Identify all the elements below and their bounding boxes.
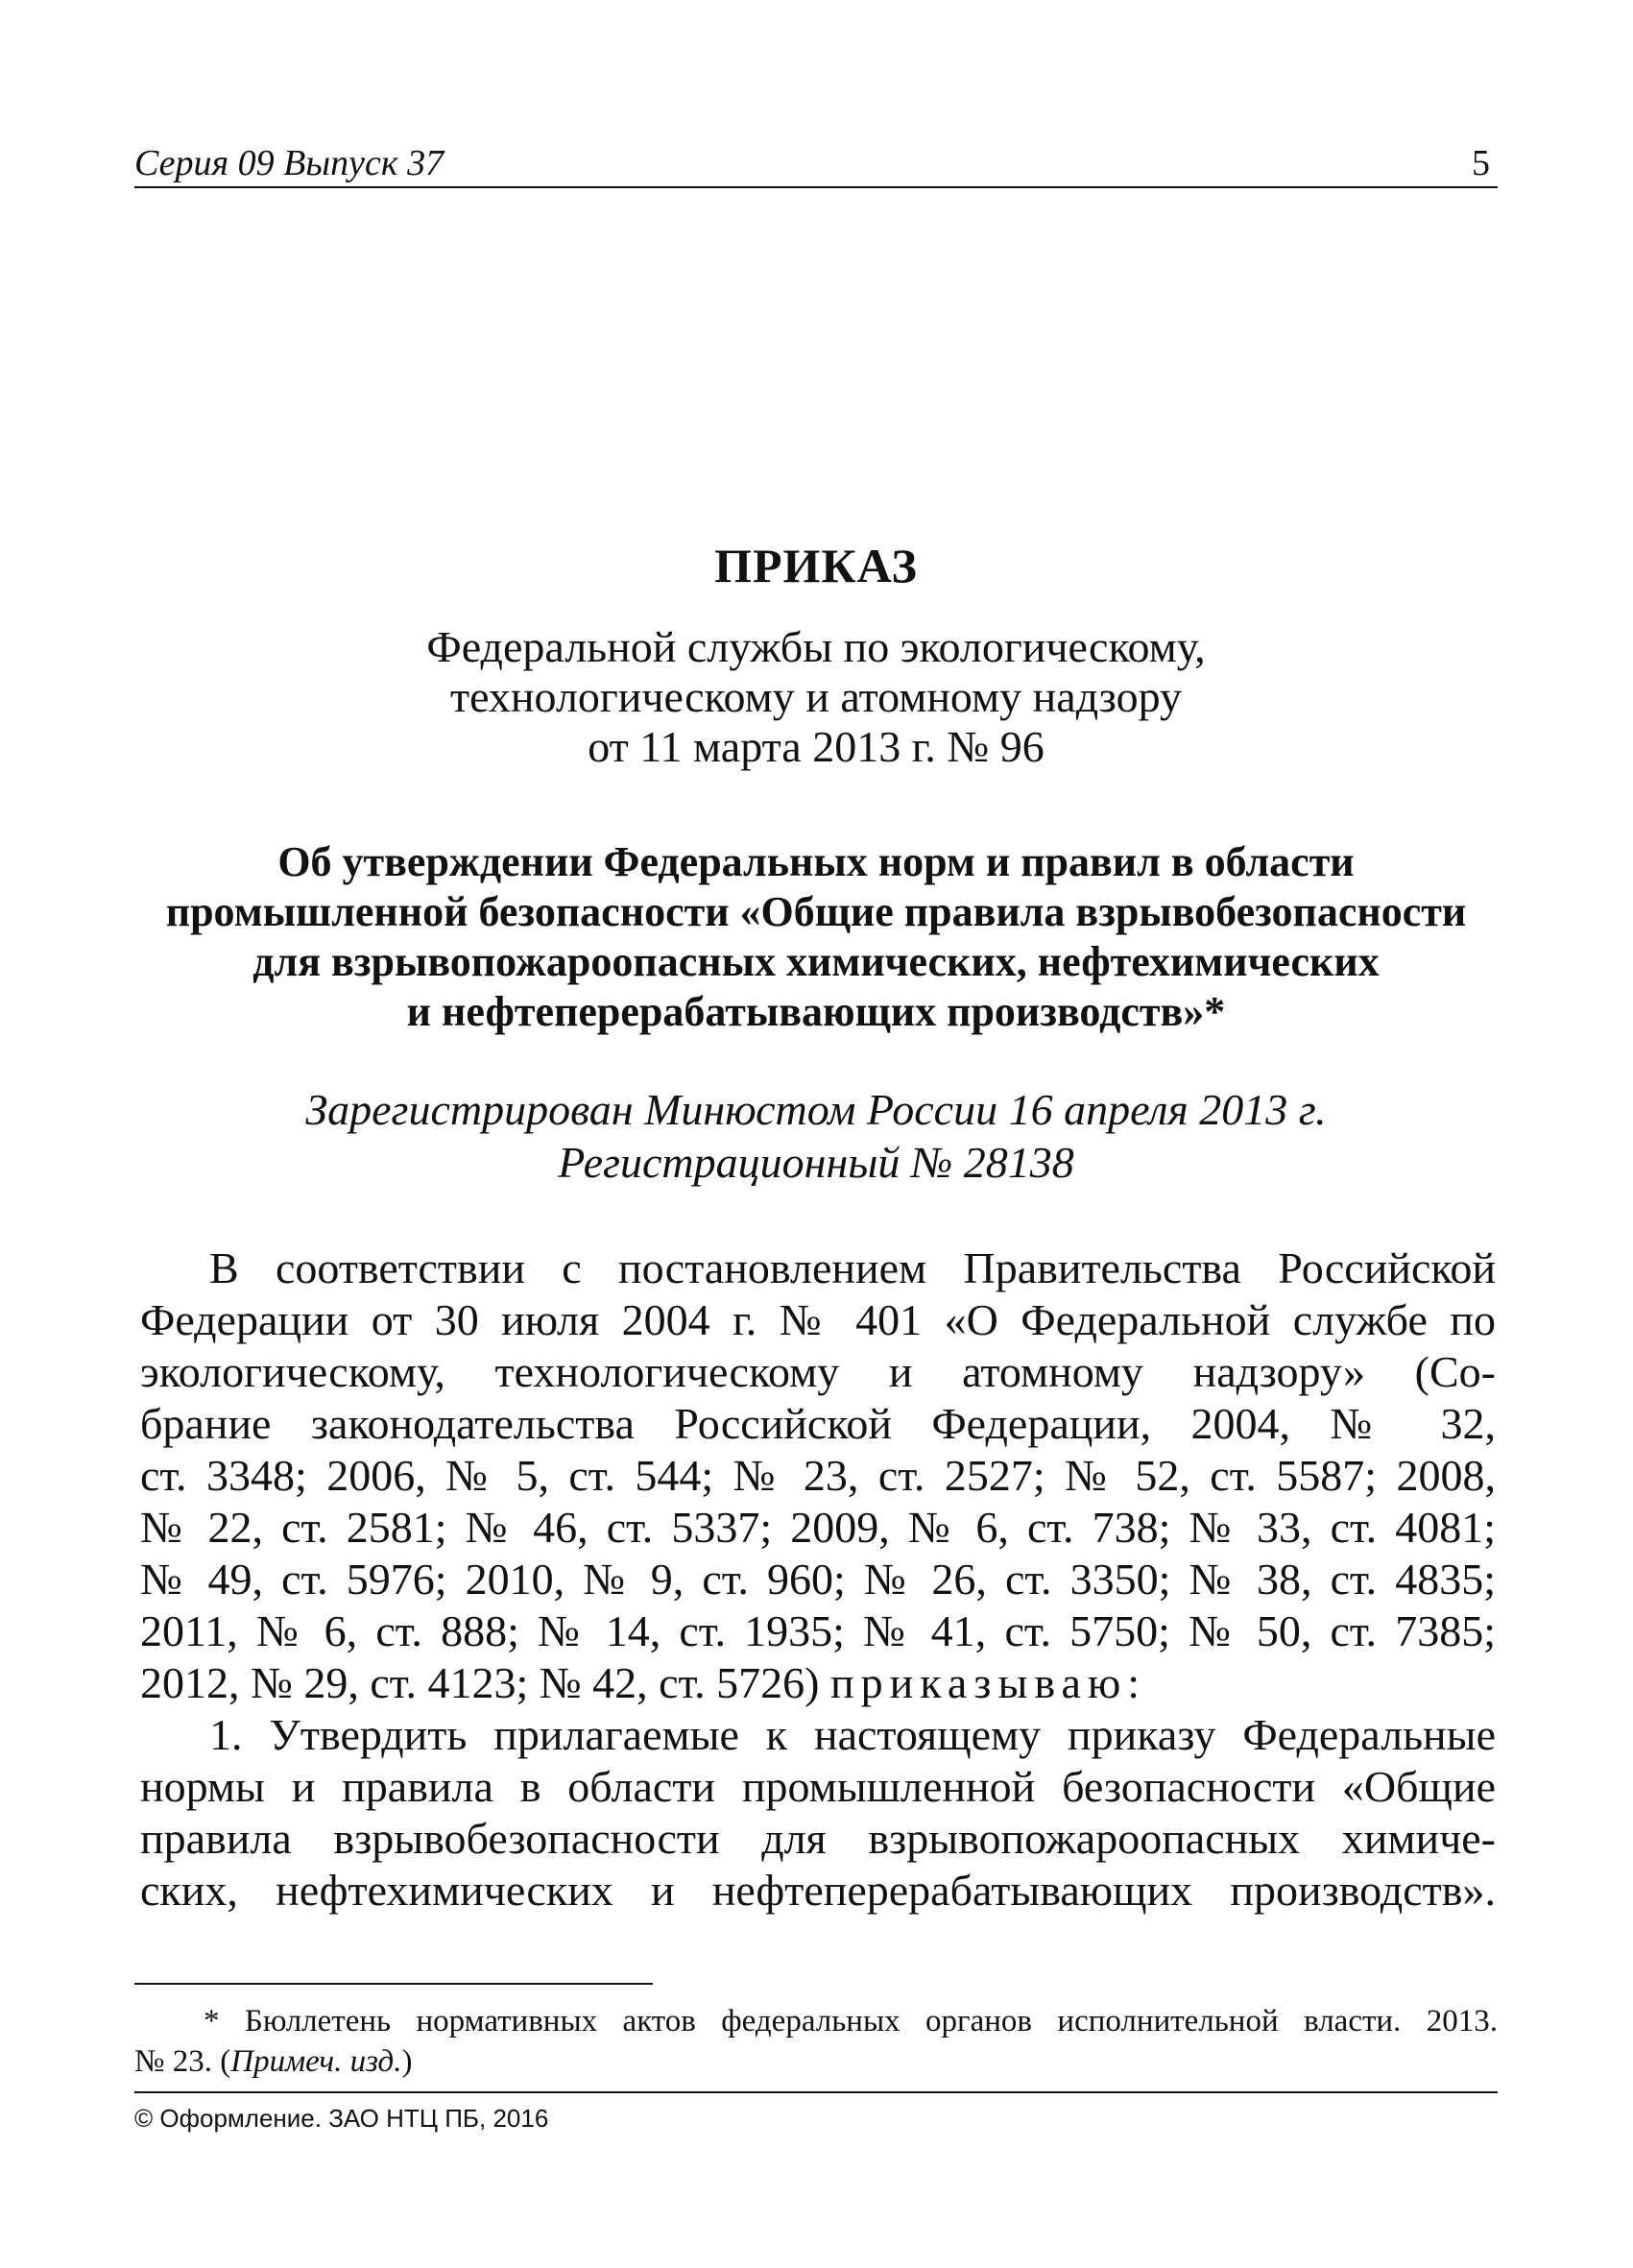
body-line: правила взрывобезопасности для взрывопожароопасных химиче- [140,1814,1496,1863]
body-line: № 49, ст. 5976; 2010, № 9, ст. 960; № 26, ст. 3350; № 38, ст. 4835; [140,1555,1496,1604]
body-line: В соответствии с постановлением Правительства Российской [209,1243,1496,1292]
body-line: экологическому, технологическому и атомному надзору» (Со- [140,1347,1496,1396]
subject-line: и нефтеперерабатывающих производств»* [406,988,1226,1035]
bottom-divider [134,2091,1498,2093]
body-line: 1. Утвердить прилагаемые к настоящему приказу Федеральные [209,1710,1496,1759]
registration-number: Регистрационный № 28138 [558,1138,1074,1187]
footnote-line: * Бюллетень нормативных актов федеральных органов исполнительной власти. 2013. [204,2004,1498,2039]
document-title: ПРИКАЗ [714,539,918,592]
subject-line: для взрывопожароопасных химических, нефтехимических [252,938,1380,985]
body-line-order-verb [140,1657,1496,1709]
series-issue-label: Серия 09 Выпуск 37 [134,143,444,183]
registration-note [134,1083,1498,1189]
footnote-divider [134,1983,653,1985]
order-date-number: от 11 марта 2013 г. № 96 [588,722,1045,771]
body-line: нормы и правила в области промышленной безопасности «Общие [140,1762,1496,1811]
footnote [134,2001,1498,2082]
issuer-block [134,622,1498,772]
body-line: ских, нефтехимических и нефтеперерабатывающих производств». [140,1866,1496,1915]
body-line: 2011, № 6, ст. 888; № 14, ст. 1935; № 41, ст. 5750; № 50, ст. 7385; [140,1606,1496,1655]
order-verb: приказываю: [830,1658,1147,1707]
body-line: ст. 3348; 2006, № 5, ст. 544; № 23, ст. 2527; № 52, ст. 5587; 2008, [140,1451,1496,1500]
order-subject [134,837,1498,1037]
footnote-prefix: № 23. ( [134,2044,231,2079]
editor-note: Примеч. изд. [230,2044,402,2079]
body-line-prefix: 2012, № 29, ст. 4123; № 42, ст. 5726) [140,1658,820,1707]
body-line: № 22, ст. 2581; № 46, ст. 5337; 2009, № 6, ст. 738; № 33, ст. 4081; [140,1503,1496,1552]
copyright-notice: © Оформление. ЗАО НТЦ ПБ, 2016 [134,2104,549,2133]
issuer-line: технологическому и атомному надзору [450,672,1182,721]
footnote-line [134,2041,1498,2082]
body-line: Федерации от 30 июля 2004 г. № 401 «О Федеральной службе по [140,1295,1496,1344]
issuer-line: Федеральной службы по экологическому, [426,622,1206,671]
registration-line: Зарегистрирован Минюстом России 16 апреля 2013 г. [305,1085,1327,1134]
subject-line: Об утверждении Федеральных норм и правил в области [277,838,1355,885]
order-body [140,1243,1496,1917]
body-line: брание законодательства Российской Федерации, 2004, № 32, [140,1399,1496,1448]
footnote-suffix: ) [401,2044,413,2079]
subject-line: промышленной безопасности «Общие правила взрывобезопасности [165,888,1467,935]
page-number: 5 [1472,143,1490,183]
running-header [134,142,1498,188]
